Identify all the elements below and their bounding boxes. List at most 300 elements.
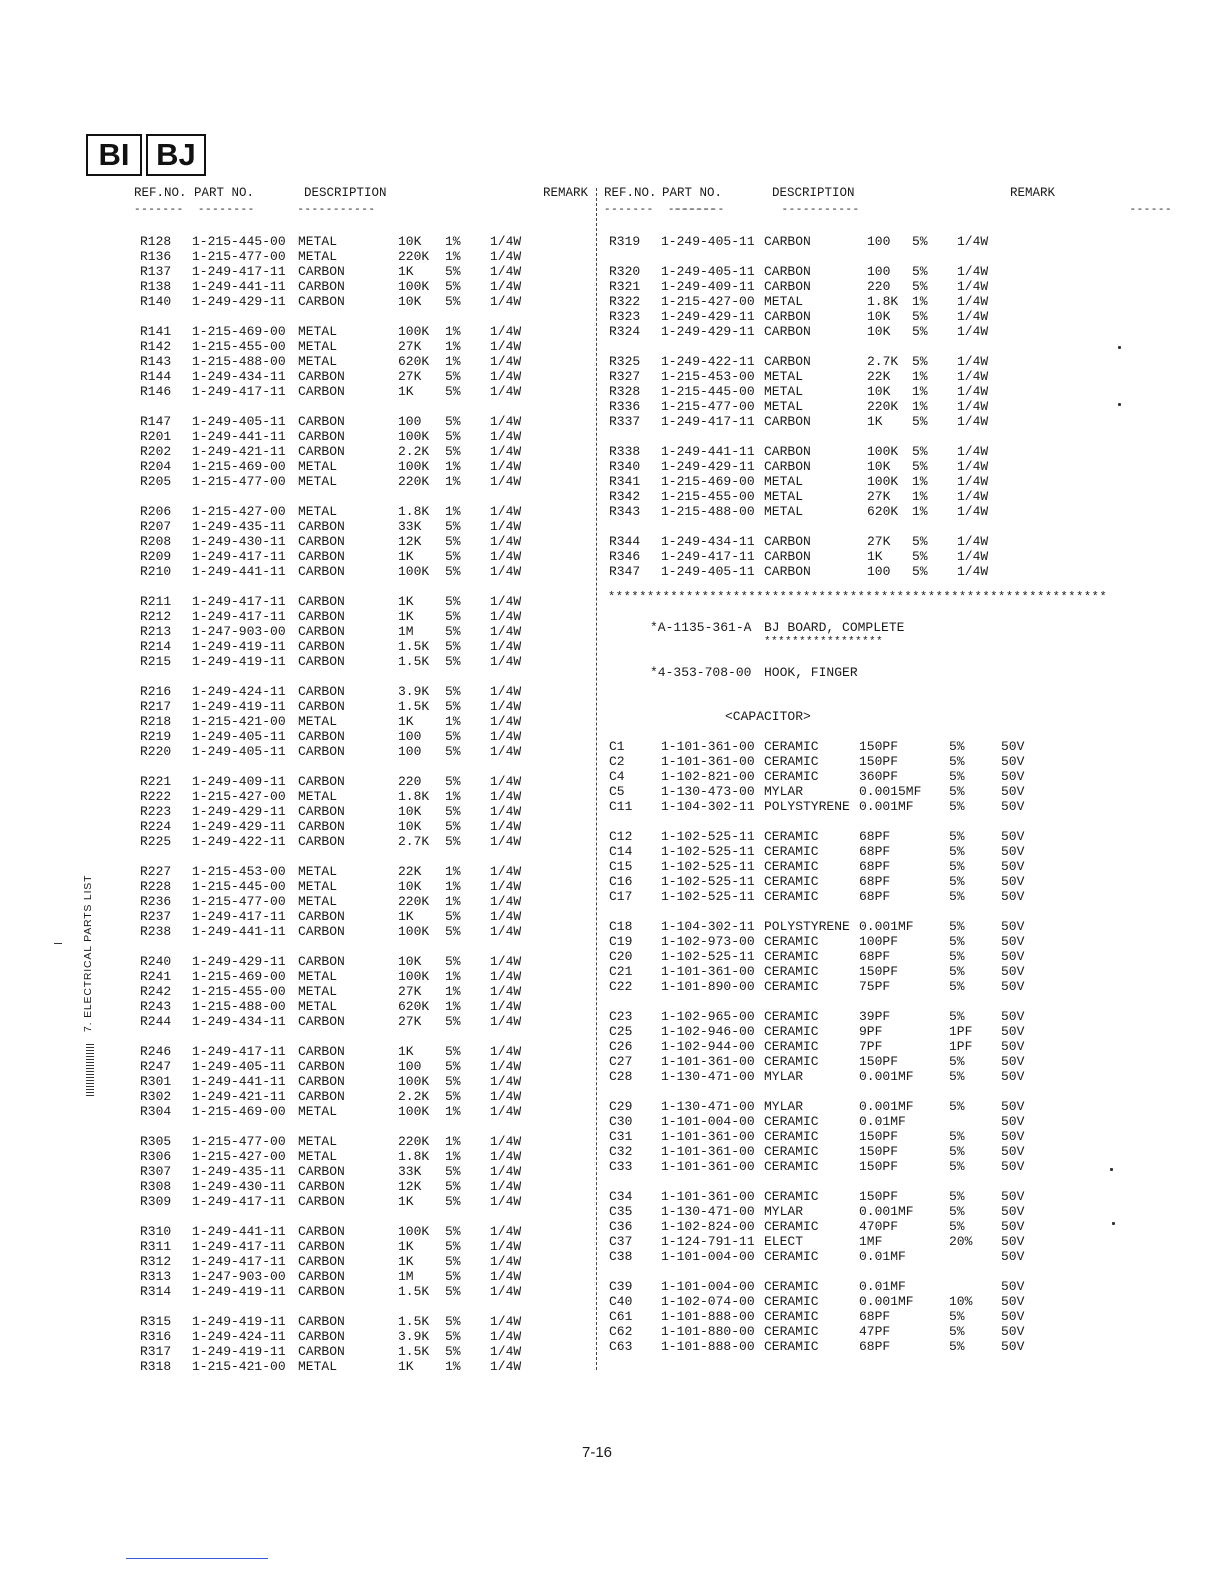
resistor-row-rating: 1/4W (490, 879, 522, 894)
resistor-row-tol: 1% (445, 864, 461, 879)
resistor-row-ref: R328 (609, 384, 641, 399)
resistor-row-tol: 1% (445, 1359, 461, 1374)
resistor-row-desc: CARBON (298, 594, 345, 609)
resistor-row-desc: METAL (298, 879, 338, 894)
resistor-row-rating: 1/4W (490, 384, 522, 399)
resistor-row (140, 714, 590, 729)
capacitor-row (609, 799, 1049, 814)
capacitor-row-desc: MYLAR (764, 1204, 804, 1219)
capacitor-row (609, 919, 1049, 934)
resistor-row-desc: METAL (764, 294, 804, 309)
resistor-row-ref: R147 (140, 414, 172, 429)
resistor-row-desc: METAL (298, 999, 338, 1014)
capacitor-row-value: 68PF (859, 829, 891, 844)
resistor-row-part: 1-215-455-00 (192, 984, 286, 999)
resistor-row-desc: METAL (298, 714, 338, 729)
capacitor-row-value: 470PF (859, 1219, 899, 1234)
capacitor-row-part: 1-102-525-11 (661, 949, 755, 964)
resistor-row-value: 100K (867, 474, 899, 489)
resistor-row-desc: CARBON (298, 909, 345, 924)
resistor-row-ref: R209 (140, 549, 172, 564)
resistor-row-rating: 1/4W (490, 1044, 522, 1059)
resistor-row (140, 369, 590, 384)
resistor-row-ref: R137 (140, 264, 172, 279)
capacitor-row-tol: 5% (949, 829, 965, 844)
resistor-row-part: 1-249-417-11 (661, 414, 755, 429)
capacitor-row (609, 844, 1049, 859)
capacitor-row-rating: 50V (1001, 1009, 1025, 1024)
capacitor-row-rating: 50V (1001, 1159, 1025, 1174)
resistor-row-part: 1-249-417-11 (192, 594, 286, 609)
resistor-row-rating: 1/4W (957, 414, 989, 429)
footer-rule (126, 1558, 268, 1559)
scan-speck (1110, 1168, 1113, 1171)
capacitor-row-tol: 5% (949, 1009, 965, 1024)
resistor-row-desc: CARBON (298, 1284, 345, 1299)
capacitor-row-rating: 50V (1001, 1039, 1025, 1054)
capacitor-row-value: 150PF (859, 1129, 899, 1144)
capacitor-list (609, 739, 1049, 1354)
capacitor-row-rating: 50V (1001, 769, 1025, 784)
resistor-row (140, 459, 590, 474)
resistor-row-tol: 5% (445, 774, 461, 789)
resistor-row-ref: R325 (609, 354, 641, 369)
capacitor-row-part: 1-101-890-00 (661, 979, 755, 994)
resistor-row-tol: 5% (445, 414, 461, 429)
resistor-row (140, 699, 590, 714)
resistor-row-part: 1-215-421-00 (192, 714, 286, 729)
resistor-row-rating: 1/4W (957, 549, 989, 564)
resistor-row-tol: 5% (445, 924, 461, 939)
capacitor-row-ref: C61 (609, 1309, 633, 1324)
resistor-row (140, 264, 590, 279)
resistor-row-value: 620K (398, 999, 430, 1014)
resistor-row-ref: R347 (609, 564, 641, 579)
header-part-no: PART NO. (194, 186, 255, 200)
resistor-row-tol: 5% (445, 564, 461, 579)
resistor-row (140, 249, 590, 264)
scan-speck (1118, 403, 1121, 406)
resistor-row-part: 1-215-488-00 (192, 999, 286, 1014)
capacitor-row-desc: MYLAR (764, 1099, 804, 1114)
resistor-row-value: 1K (398, 1194, 414, 1209)
capacitor-row-tol: 5% (949, 769, 965, 784)
resistor-row-part: 1-247-903-00 (192, 1269, 286, 1284)
resistor-row-ref: R222 (140, 789, 172, 804)
resistor-row-ref: R210 (140, 564, 172, 579)
resistor-row-part: 1-249-419-11 (192, 1284, 286, 1299)
resistor-row-value: 1K (398, 1254, 414, 1269)
resistor-row-ref: R201 (140, 429, 172, 444)
resistor-row-rating: 1/4W (957, 384, 989, 399)
capacitor-row-part: 1-130-473-00 (661, 784, 755, 799)
resistor-row-value: 100 (398, 744, 422, 759)
resistor-row-rating: 1/4W (490, 804, 522, 819)
resistor-row-part: 1-249-419-11 (192, 1314, 286, 1329)
resistor-row-ref: R228 (140, 879, 172, 894)
resistor-row (140, 1014, 590, 1029)
resistor-row-tol: 5% (445, 444, 461, 459)
resistor-row-ref: R319 (609, 234, 641, 249)
capacitor-row-ref: C15 (609, 859, 633, 874)
resistor-row-value: 1.8K (867, 294, 899, 309)
capacitor-row-ref: C17 (609, 889, 633, 904)
resistor-row (609, 399, 1029, 414)
resistor-row-value: 100K (398, 279, 430, 294)
capacitor-row-rating: 50V (1001, 1099, 1025, 1114)
capacitor-row-tol: 5% (949, 1099, 965, 1114)
resistor-row-value: 27K (867, 534, 891, 549)
resistor-row-ref: R313 (140, 1269, 172, 1284)
resistor-row-desc: CARBON (298, 294, 345, 309)
resistor-row-part: 1-215-477-00 (661, 399, 755, 414)
resistor-row-tol: 1% (445, 999, 461, 1014)
resistor-row-value: 27K (398, 984, 422, 999)
resistor-row-desc: CARBON (298, 654, 345, 669)
resistor-row-desc: CARBON (298, 699, 345, 714)
capacitor-row-ref: C1 (609, 739, 625, 754)
capacitor-row-part: 1-101-880-00 (661, 1324, 755, 1339)
resistor-row-rating: 1/4W (490, 654, 522, 669)
capacitor-row-value: 68PF (859, 874, 891, 889)
resistor-row-rating: 1/4W (490, 1104, 522, 1119)
resistor-row-ref: R216 (140, 684, 172, 699)
capacitor-row-desc: CERAMIC (764, 1219, 819, 1234)
resistor-row-part: 1-249-417-11 (661, 549, 755, 564)
capacitor-row (609, 754, 1049, 769)
resistor-row-rating: 1/4W (490, 264, 522, 279)
resistor-row-part: 1-215-453-00 (661, 369, 755, 384)
capacitor-row-desc: MYLAR (764, 1069, 804, 1084)
resistor-row-desc: CARBON (298, 369, 345, 384)
resistor-row-desc: METAL (298, 504, 338, 519)
capacitor-row-rating: 50V (1001, 889, 1025, 904)
resistor-row-value: 100K (867, 444, 899, 459)
capacitor-row (609, 1324, 1049, 1339)
resistor-row (609, 534, 1029, 549)
capacitor-row-desc: POLYSTYRENE (764, 919, 850, 934)
resistor-row-ref: R241 (140, 969, 172, 984)
resistor-row-ref: R207 (140, 519, 172, 534)
resistor-row-desc: CARBON (298, 444, 345, 459)
resistor-row-desc: CARBON (298, 534, 345, 549)
resistor-row-rating: 1/4W (490, 534, 522, 549)
resistor-row-part: 1-249-405-11 (192, 1059, 286, 1074)
capacitor-row-value: 0.001MF (859, 799, 914, 814)
capacitor-row (609, 1009, 1049, 1024)
right-resistor-list (609, 234, 1029, 579)
resistor-row-desc: CARBON (764, 279, 811, 294)
resistor-row-ref: R302 (140, 1089, 172, 1104)
capacitor-row-rating: 50V (1001, 799, 1025, 814)
resistor-row-rating: 1/4W (490, 234, 522, 249)
resistor-row-rating: 1/4W (490, 699, 522, 714)
capacitor-row-tol: 5% (949, 979, 965, 994)
capacitor-row-part: 1-101-888-00 (661, 1309, 755, 1324)
resistor-row-value: 2.2K (398, 1089, 430, 1104)
resistor-row-ref: R141 (140, 324, 172, 339)
capacitor-row-tol: 5% (949, 799, 965, 814)
capacitor-row-part: 1-130-471-00 (661, 1099, 755, 1114)
capacitor-row-part: 1-102-525-11 (661, 889, 755, 904)
resistor-row-desc: METAL (298, 354, 338, 369)
capacitor-row-ref: C11 (609, 799, 633, 814)
resistor-row-tol: 5% (445, 1314, 461, 1329)
resistor-row-value: 100K (398, 564, 430, 579)
capacitor-row-value: 150PF (859, 739, 899, 754)
resistor-row-tol: 1% (912, 504, 928, 519)
capacitor-row (609, 1129, 1049, 1144)
resistor-row-value: 1K (398, 909, 414, 924)
capacitor-row-value: 150PF (859, 1189, 899, 1204)
resistor-row-ref: R246 (140, 1044, 172, 1059)
header-dash-line-left: ------- -------- ----------- ------ (134, 204, 717, 216)
left-resistor-list (140, 234, 590, 1374)
capacitor-row-tol: 5% (949, 919, 965, 934)
resistor-row-ref: R212 (140, 609, 172, 624)
resistor-row-part: 1-215-488-00 (192, 354, 286, 369)
resistor-row-part: 1-249-417-11 (192, 609, 286, 624)
resistor-row-part: 1-215-469-00 (661, 474, 755, 489)
capacitor-row-rating: 50V (1001, 829, 1025, 844)
capacitor-row-value: 68PF (859, 844, 891, 859)
resistor-row-part: 1-249-441-11 (192, 279, 286, 294)
resistor-row-value: 100K (398, 324, 430, 339)
resistor-row-rating: 1/4W (957, 444, 989, 459)
capacitor-row-tol: 5% (949, 949, 965, 964)
capacitor-row-rating: 50V (1001, 754, 1025, 769)
hook-part-no: *4-353-708-00 (650, 665, 752, 680)
resistor-row (140, 1074, 590, 1089)
resistor-row (609, 264, 1029, 279)
resistor-row-ref: R215 (140, 654, 172, 669)
resistor-row-rating: 1/4W (490, 729, 522, 744)
resistor-row-rating: 1/4W (490, 639, 522, 654)
board-part-no: *A-1135-361-A (650, 620, 752, 635)
capacitor-row-value: 150PF (859, 1054, 899, 1069)
capacitor-row-rating: 50V (1001, 949, 1025, 964)
resistor-row-tol: 1% (445, 969, 461, 984)
header-remark-right: REMARK (1010, 186, 1056, 200)
resistor-row-ref: R301 (140, 1074, 172, 1089)
resistor-row-tol: 5% (912, 354, 928, 369)
resistor-row-rating: 1/4W (957, 279, 989, 294)
capacitor-row-desc: CERAMIC (764, 889, 819, 904)
resistor-row (140, 1224, 590, 1239)
resistor-row-ref: R342 (609, 489, 641, 504)
capacitor-row-desc: CERAMIC (764, 754, 819, 769)
resistor-row-desc: METAL (298, 984, 338, 999)
capacitor-row-rating: 50V (1001, 1279, 1025, 1294)
resistor-row (140, 504, 590, 519)
resistor-row-desc: METAL (298, 459, 338, 474)
resistor-row-rating: 1/4W (490, 834, 522, 849)
resistor-row (140, 639, 590, 654)
resistor-row (140, 1059, 590, 1074)
resistor-row-desc: CARBON (298, 1269, 345, 1284)
resistor-row-ref: R312 (140, 1254, 172, 1269)
resistor-row (140, 324, 590, 339)
resistor-row-tol: 1% (912, 489, 928, 504)
resistor-row-rating: 1/4W (490, 339, 522, 354)
resistor-row-value: 3.9K (398, 1329, 430, 1344)
resistor-row-tol: 5% (445, 1179, 461, 1194)
resistor-row-desc: METAL (764, 384, 804, 399)
resistor-row-rating: 1/4W (957, 459, 989, 474)
resistor-row-ref: R136 (140, 249, 172, 264)
resistor-row (140, 534, 590, 549)
resistor-row (609, 414, 1029, 429)
resistor-row-value: 1M (398, 624, 414, 639)
resistor-row-tol: 5% (445, 279, 461, 294)
resistor-row-ref: R144 (140, 369, 172, 384)
resistor-row-rating: 1/4W (957, 474, 989, 489)
capacitor-row-part: 1-101-361-00 (661, 1129, 755, 1144)
resistor-row-part: 1-249-430-11 (192, 1179, 286, 1194)
resistor-row-desc: CARBON (298, 1044, 345, 1059)
header-ref-no: REF.NO. (134, 186, 187, 200)
resistor-row-ref: R218 (140, 714, 172, 729)
resistor-row-tol: 5% (445, 654, 461, 669)
resistor-row-tol: 1% (445, 1134, 461, 1149)
resistor-row-part: 1-249-417-11 (192, 1239, 286, 1254)
resistor-row-ref: R341 (609, 474, 641, 489)
capacitor-row-part: 1-101-361-00 (661, 1054, 755, 1069)
capacitor-row-ref: C32 (609, 1144, 633, 1159)
resistor-row (140, 954, 590, 969)
capacitor-row-ref: C16 (609, 874, 633, 889)
capacitor-row-desc: CERAMIC (764, 874, 819, 889)
resistor-row-part: 1-215-469-00 (192, 459, 286, 474)
resistor-row-part: 1-215-427-00 (192, 1149, 286, 1164)
capacitor-row-ref: C63 (609, 1339, 633, 1354)
resistor-row (140, 1314, 590, 1329)
capacitor-row-desc: CERAMIC (764, 829, 819, 844)
capacitor-row-part: 1-102-525-11 (661, 829, 755, 844)
scan-speck (1112, 1222, 1115, 1225)
resistor-row-part: 1-249-417-11 (192, 909, 286, 924)
resistor-row-desc: METAL (298, 339, 338, 354)
capacitor-row-part: 1-102-525-11 (661, 844, 755, 859)
capacitor-row-ref: C2 (609, 754, 625, 769)
capacitor-row (609, 1234, 1049, 1249)
resistor-row-part: 1-249-424-11 (192, 1329, 286, 1344)
resistor-row-rating: 1/4W (490, 714, 522, 729)
resistor-row (609, 279, 1029, 294)
capacitor-row-rating: 50V (1001, 979, 1025, 994)
capacitor-row-rating: 50V (1001, 1309, 1025, 1324)
capacitor-row-value: 39PF (859, 1009, 891, 1024)
capacitor-row (609, 934, 1049, 949)
resistor-row-ref: R223 (140, 804, 172, 819)
capacitor-row (609, 1309, 1049, 1324)
resistor-row-rating: 1/4W (957, 399, 989, 414)
resistor-row-ref: R336 (609, 399, 641, 414)
resistor-row-tol: 5% (445, 1239, 461, 1254)
resistor-row-value: 1K (398, 609, 414, 624)
resistor-row-tol: 5% (445, 1269, 461, 1284)
capacitor-row-desc: CERAMIC (764, 1114, 819, 1129)
resistor-row-desc: CARBON (298, 744, 345, 759)
resistor-row (140, 594, 590, 609)
resistor-row-part: 1-249-421-11 (192, 1089, 286, 1104)
capacitor-row-tol: 5% (949, 1219, 965, 1234)
capacitor-row (609, 1159, 1049, 1174)
capacitor-row-part: 1-101-361-00 (661, 1159, 755, 1174)
resistor-row-rating: 1/4W (957, 234, 989, 249)
resistor-row-ref: R128 (140, 234, 172, 249)
resistor-row-ref: R236 (140, 894, 172, 909)
capacitor-row (609, 1294, 1049, 1309)
resistor-row-value: 27K (867, 489, 891, 504)
resistor-row-tol: 5% (445, 1194, 461, 1209)
resistor-row (609, 444, 1029, 459)
capacitor-row-desc: CERAMIC (764, 859, 819, 874)
capacitor-row (609, 859, 1049, 874)
resistor-row-part: 1-249-405-11 (661, 564, 755, 579)
capacitor-row-desc: CERAMIC (764, 1159, 819, 1174)
resistor-row-tol: 1% (445, 459, 461, 474)
resistor-row-part: 1-215-421-00 (192, 1359, 286, 1374)
resistor-row-desc: METAL (298, 789, 338, 804)
resistor-row-value: 220K (398, 894, 430, 909)
resistor-row-rating: 1/4W (490, 789, 522, 804)
resistor-row-desc: CARBON (764, 324, 811, 339)
header-description-right: DESCRIPTION (772, 186, 855, 200)
capacitor-row (609, 1114, 1049, 1129)
resistor-row-tol: 5% (445, 624, 461, 639)
capacitor-row-desc: CERAMIC (764, 934, 819, 949)
capacitor-row-part: 1-101-004-00 (661, 1279, 755, 1294)
capacitor-row-desc: CERAMIC (764, 1249, 819, 1264)
capacitor-row (609, 1204, 1049, 1219)
resistor-row-part: 1-249-417-11 (192, 1044, 286, 1059)
capacitor-row-desc: CERAMIC (764, 1309, 819, 1324)
resistor-row-part: 1-215-427-00 (192, 504, 286, 519)
resistor-row-part: 1-249-422-11 (192, 834, 286, 849)
capacitor-row-value: 0.001MF (859, 1099, 914, 1114)
resistor-row-tol: 5% (445, 954, 461, 969)
resistor-row-ref: R204 (140, 459, 172, 474)
resistor-row-value: 1K (398, 384, 414, 399)
resistor-row-tol: 5% (912, 234, 928, 249)
resistor-row-tol: 1% (912, 474, 928, 489)
resistor-row-value: 100K (398, 969, 430, 984)
resistor-row-tol: 1% (445, 249, 461, 264)
capacitor-row-part: 1-102-525-11 (661, 859, 755, 874)
capacitor-row-value: 0.01MF (859, 1114, 906, 1129)
resistor-row (140, 384, 590, 399)
resistor-row-part: 1-249-417-11 (192, 264, 286, 279)
resistor-row-ref: R315 (140, 1314, 172, 1329)
resistor-row-tol: 5% (445, 369, 461, 384)
resistor-row-desc: METAL (298, 969, 338, 984)
capacitor-row-ref: C14 (609, 844, 633, 859)
capacitor-row-rating: 50V (1001, 1204, 1025, 1219)
margin-barcode (86, 1044, 94, 1096)
resistor-row-desc: CARBON (298, 1059, 345, 1074)
resistor-row-part: 1-215-427-00 (661, 294, 755, 309)
resistor-row-rating: 1/4W (490, 249, 522, 264)
resistor-row (609, 309, 1029, 324)
capacitor-row-rating: 50V (1001, 919, 1025, 934)
capacitor-row (609, 1054, 1049, 1069)
resistor-row-part: 1-215-455-00 (192, 339, 286, 354)
resistor-row-tol: 5% (445, 1224, 461, 1239)
resistor-row-value: 1.5K (398, 699, 430, 714)
resistor-row-rating: 1/4W (490, 1089, 522, 1104)
capacitor-row-value: 68PF (859, 889, 891, 904)
